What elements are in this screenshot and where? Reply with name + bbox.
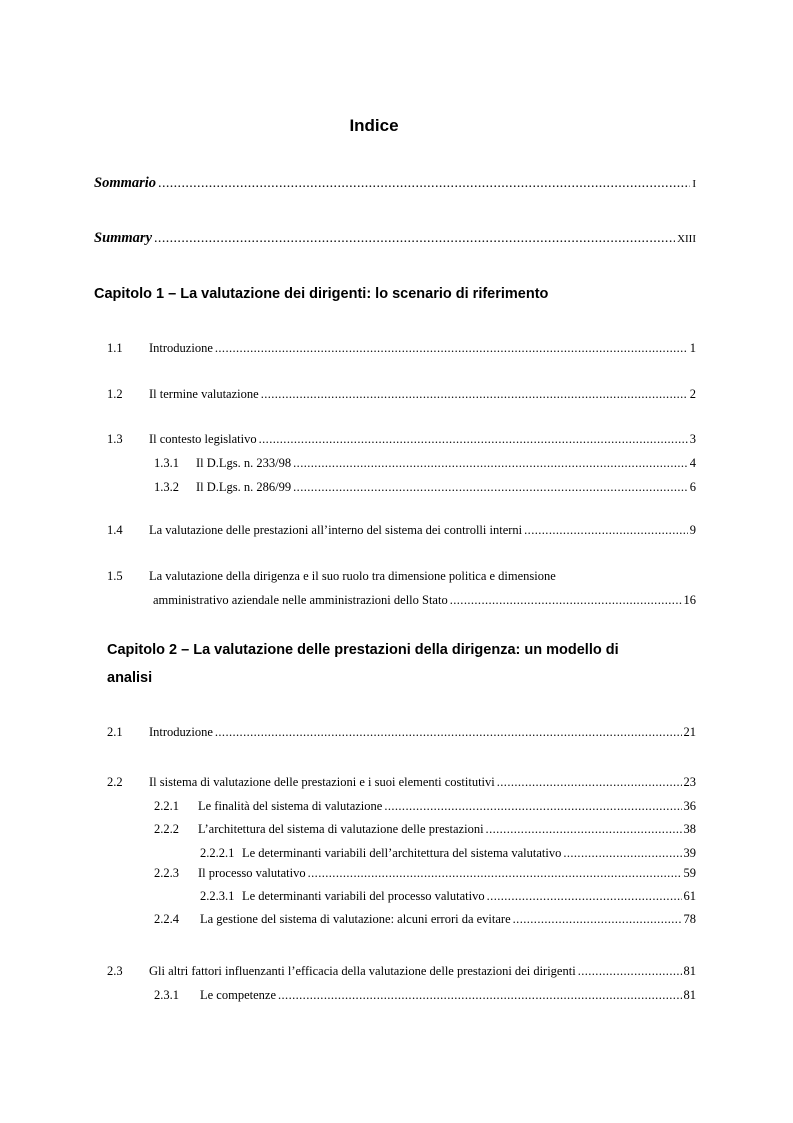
chapter-1-heading[interactable]: Capitolo 1 – La valutazione dei dirigenti: lo scenario di riferimento — [94, 286, 549, 302]
toc-entry-text: Il sistema di valutazione delle prestazioni e i suoi elementi costitutivi — [149, 775, 495, 789]
toc-entry-number: 2.2.2 — [154, 822, 179, 836]
toc-entry-number: 2.3 — [107, 964, 123, 978]
toc-entry[interactable] — [154, 480, 696, 495]
toc-entry[interactable] — [107, 964, 696, 979]
toc-entry-number: 2.2.2.1 — [200, 846, 235, 860]
toc-entry-number: 2.2 — [107, 775, 123, 789]
toc-entry-number: 1.4 — [107, 523, 123, 537]
dot-leader — [158, 176, 690, 192]
toc-entry[interactable] — [154, 822, 696, 837]
toc-entry[interactable] — [107, 387, 696, 402]
toc-entry[interactable] — [154, 866, 696, 881]
toc-entry-page: 39 — [683, 846, 696, 860]
toc-entry-text: Le determinanti variabili del processo valutativo — [242, 889, 485, 903]
toc-entry-page: 9 — [689, 523, 696, 537]
toc-entry-page: 81 — [683, 988, 696, 1002]
toc-entry-text: La gestione del sistema di valutazione: alcuni errori da evitare — [200, 912, 511, 926]
toc-entry-page: 61 — [683, 889, 696, 903]
toc-entry-page: 21 — [683, 725, 696, 739]
chapter-2-heading-line2: analisi — [107, 670, 153, 686]
toc-entry-text: Introduzione — [149, 725, 213, 739]
dot-leader — [563, 846, 681, 861]
dot-leader — [486, 822, 682, 837]
toc-entry-text: Il contesto legislativo — [149, 432, 257, 446]
toc-entry-number: 2.2.4 — [154, 912, 179, 926]
toc-entry-text: Gli altri fattori influenzanti l’efficacia della valutazione delle prestazioni dei dirigenti — [149, 964, 576, 978]
toc-entry-text: Il D.Lgs. n. 233/98 — [196, 456, 292, 470]
toc-entry-page: 59 — [683, 866, 696, 880]
dot-leader — [154, 231, 675, 247]
toc-entry[interactable] — [107, 432, 696, 447]
toc-entry-text: Le finalità del sistema di valutazione — [198, 799, 383, 813]
toc-entry-page: 23 — [683, 775, 696, 789]
toc-entry-number: 2.2.3 — [154, 866, 179, 880]
dot-leader — [524, 523, 688, 538]
toc-entry[interactable] — [154, 912, 696, 927]
toc-entry-text: L’architettura del sistema di valutazione delle prestazioni — [198, 822, 484, 836]
dot-leader — [293, 456, 688, 471]
toc-entry-number: 2.1 — [107, 725, 123, 739]
toc-entry-page: XIII — [677, 233, 696, 245]
toc-entry-continuation[interactable] — [153, 593, 696, 608]
dot-leader — [513, 912, 682, 927]
page-title: Indice — [349, 116, 399, 135]
toc-entry[interactable] — [154, 799, 696, 814]
dot-leader — [487, 889, 682, 904]
toc-entry-number: 1.2 — [107, 387, 123, 401]
toc-entry-page: 36 — [683, 799, 696, 813]
dot-leader — [278, 988, 682, 1003]
dot-leader — [215, 341, 688, 356]
dot-leader — [259, 432, 688, 447]
toc-entry-page: 2 — [689, 387, 696, 401]
toc-entry-number: 2.2.1 — [154, 799, 179, 813]
toc-entry-page: 4 — [689, 456, 696, 470]
toc-entry-number: 1.3.2 — [154, 480, 179, 494]
toc-entry[interactable] — [107, 341, 696, 356]
toc-entry-text: Le competenze — [200, 988, 276, 1002]
dot-leader — [384, 799, 681, 814]
toc-entry-text: Il processo valutativo — [198, 866, 306, 880]
toc-entry-page: 78 — [683, 912, 696, 926]
toc-entry-text: Il D.Lgs. n. 286/99 — [196, 480, 292, 494]
toc-entry-number: 1.3 — [107, 432, 123, 446]
toc-entry[interactable] — [154, 456, 696, 471]
toc-entry-page: 1 — [689, 341, 696, 355]
dot-leader — [450, 593, 682, 608]
toc-entry[interactable] — [154, 988, 696, 1003]
toc-entry-number: 1.5 — [107, 569, 123, 583]
toc-entry-label: Summary — [94, 230, 153, 246]
toc-entry-number: 1.3.1 — [154, 456, 179, 470]
dot-leader — [497, 775, 682, 790]
toc-entry-page: 6 — [689, 480, 696, 494]
toc-entry-number: 1.1 — [107, 341, 123, 355]
toc-entry-page: 3 — [689, 432, 696, 446]
chapter-2-heading[interactable] — [107, 636, 619, 692]
toc-entry[interactable] — [107, 725, 696, 740]
toc-entry-text: amministrativo aziendale nelle amministrazioni dello Stato — [153, 593, 448, 607]
toc-entry-page: 38 — [683, 822, 696, 836]
dot-leader — [215, 725, 682, 740]
toc-entry-number: 2.2.3.1 — [200, 889, 235, 903]
toc-entry-text: La valutazione della dirigenza e il suo ruolo tra dimensione politica e dimensione — [149, 569, 556, 583]
chapter-2-heading-line1: Capitolo 2 – La valutazione delle prestazioni della dirigenza: un modello di — [107, 642, 619, 658]
toc-entry[interactable] — [200, 846, 696, 861]
toc-entry-page: I — [692, 178, 696, 190]
dot-leader — [308, 866, 682, 881]
toc-entry-text: La valutazione delle prestazioni all’interno del sistema dei controlli interni — [149, 523, 523, 537]
toc-entry-text: Le determinanti variabili dell’architettura del sistema valutativo — [242, 846, 562, 860]
toc-entry-text: Il termine valutazione — [149, 387, 259, 401]
dot-leader — [261, 387, 688, 402]
toc-entry[interactable] — [107, 569, 696, 584]
toc-entry-text: Introduzione — [149, 341, 213, 355]
toc-entry-number: 2.3.1 — [154, 988, 179, 1002]
toc-entry[interactable] — [200, 889, 696, 904]
dot-leader — [578, 964, 682, 979]
toc-entry[interactable] — [107, 775, 696, 790]
toc-entry-page: 16 — [683, 593, 696, 607]
toc-entry-label: Sommario — [94, 175, 157, 191]
toc-entry-sommario[interactable] — [94, 175, 696, 192]
toc-entry[interactable] — [107, 523, 696, 538]
dot-leader — [293, 480, 688, 495]
toc-entry-page: 81 — [683, 964, 696, 978]
toc-entry-summary[interactable] — [94, 230, 696, 247]
